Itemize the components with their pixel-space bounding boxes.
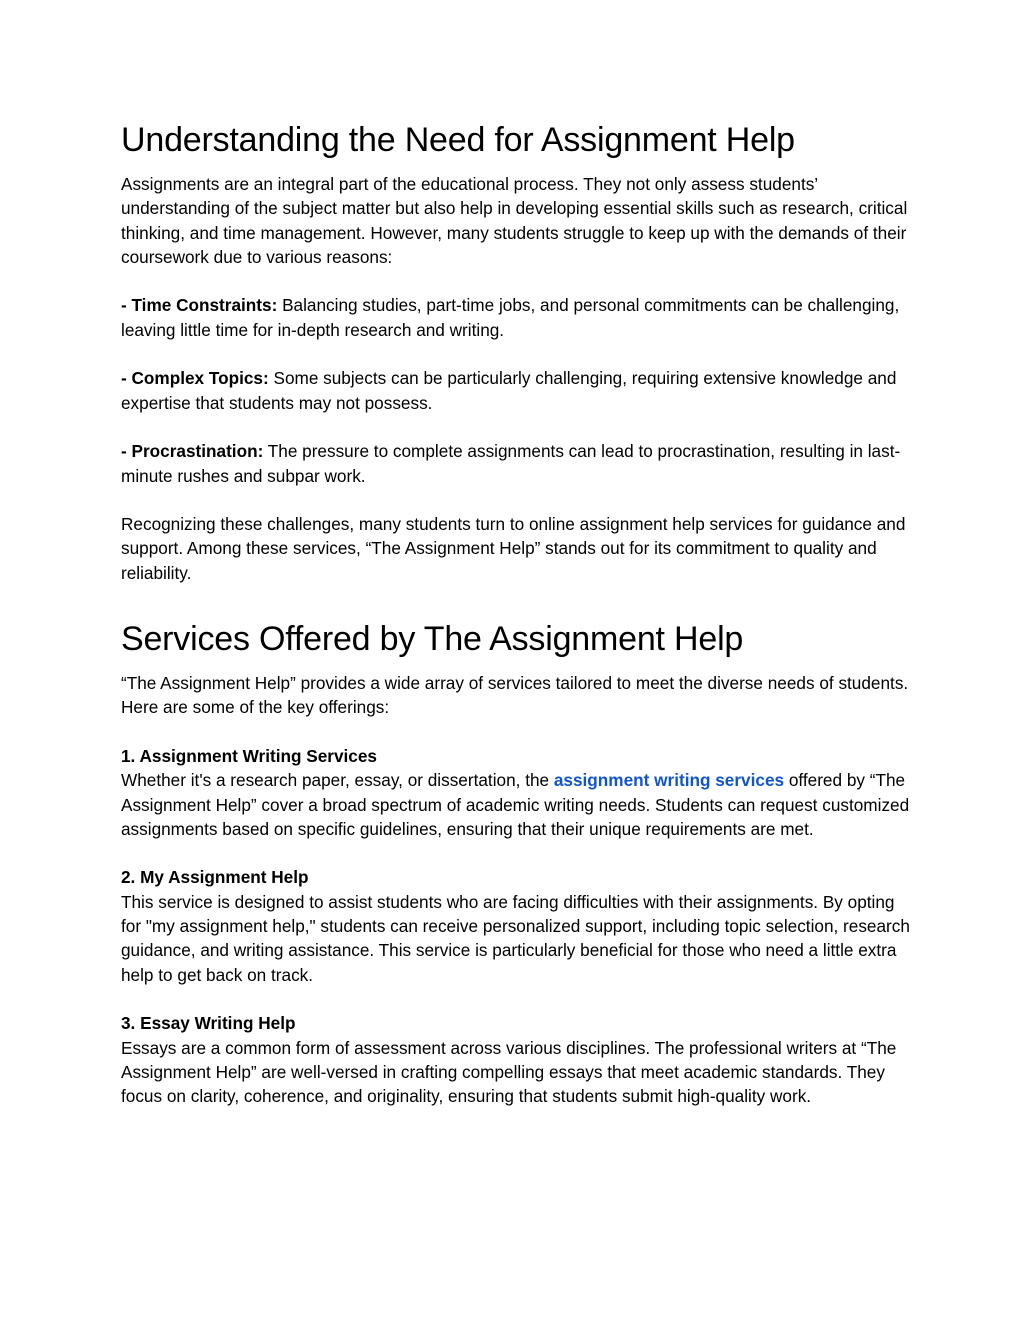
- service-title-text: 3. Essay Writing Help: [121, 1013, 296, 1034]
- intro-paragraph: Assignments are an integral part of the educational process. They not only assess students’ understanding of the subject matter but also help in developing essential skills such as research, critical thinking, and time management. However, many students struggle to keep up with the demands of their coursework due to various reasons:: [121, 174, 908, 267]
- service-title: [121, 1011, 911, 1035]
- closing-paragraph: Recognizing these challenges, many students turn to online assignment help services for guidance and support. Among these services, “The Assignment Help” stands out for its commitment to quality and reliability.: [121, 514, 906, 583]
- reason-time-constraints: [121, 293, 911, 342]
- reason-complex-topics: [121, 366, 911, 415]
- service-title: [121, 865, 911, 889]
- section-heading-services: Services Offered by The Assignment Help: [121, 620, 744, 659]
- reason-text: Some subjects can be particularly challenging, requiring extensive knowledge and expertise that students may not possess.: [121, 368, 897, 413]
- service-description: Essays are a common form of assessment across various disciplines. The professional writers at “The Assignment Help” are well-versed in crafting compelling essays that meet academic standards. They focus on clarity, coherence, and originality, ensuring that students submit high-quality work.: [121, 1037, 897, 1107]
- service-text-after: offered by “The Assignment Help” cover a broad spectrum of academic writing needs. Students can request customized assignments based on specific guidelines, ensuring that their unique requirements are met.: [121, 770, 910, 839]
- reason-label: - Time Constraints:: [121, 295, 278, 316]
- section-heading-understanding: Understanding the Need for Assignment Help: [121, 121, 795, 159]
- reason-label: - Procrastination:: [121, 441, 264, 462]
- service-text-before: Whether it's a research paper, essay, or dissertation, the: [121, 770, 554, 791]
- reason-text: Balancing studies, part-time jobs, and personal commitments can be challenging, leaving little time for in-depth research and writing.: [121, 295, 900, 340]
- assignment-writing-services-link[interactable]: assignment writing services: [553, 770, 785, 791]
- service-description: [121, 768, 911, 841]
- service-description: This service is designed to assist students who are facing difficulties with their assignments. By opting for "my assignment help," students can receive personalized support, including topic selection, research guidance, and writing assistance. This service is particularly beneficial for those who need a little extra help to get back on track.: [121, 891, 910, 985]
- reason-text: The pressure to complete assignments can lead to procrastination, resulting in last-minute rushes and subpar work.: [121, 441, 901, 486]
- service-title-text: 2. My Assignment Help: [121, 867, 309, 888]
- document-page: [121, 112, 911, 1108]
- reason-label: - Complex Topics:: [121, 368, 269, 389]
- services-intro-paragraph: “The Assignment Help” provides a wide array of services tailored to meet the diverse needs of students. Here are some of the key offerings:: [121, 673, 909, 718]
- service-title-text: 1. Assignment Writing Services: [121, 745, 377, 766]
- service-title: [121, 744, 911, 768]
- reason-procrastination: [121, 439, 911, 488]
